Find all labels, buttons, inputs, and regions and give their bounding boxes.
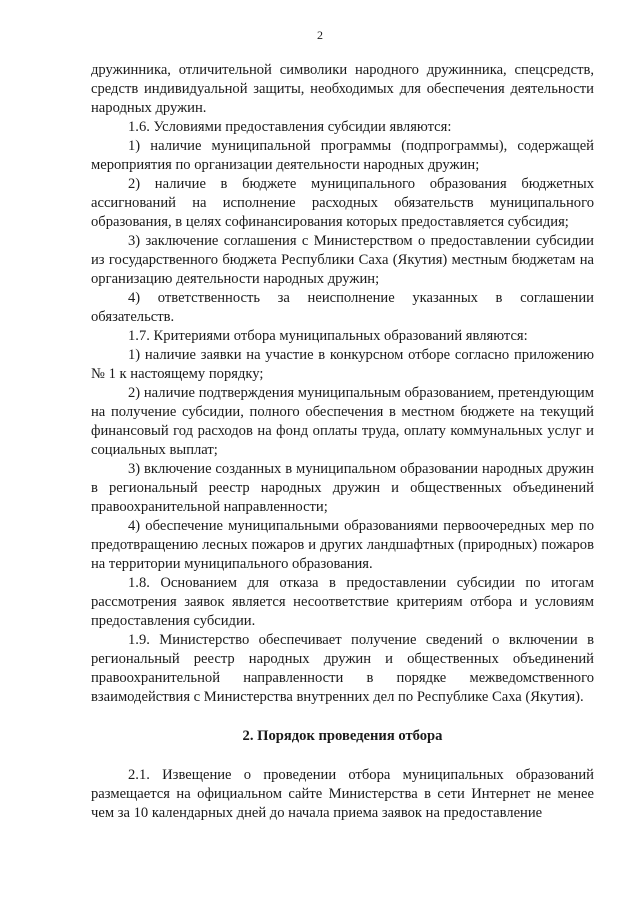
- paragraph-1-6-item-1: 1) наличие муниципальной программы (подпрограммы), содержащей мероприятия по организации деятельности народных дружин;: [91, 138, 594, 173]
- page-number: 2: [317, 28, 323, 42]
- paragraph-1-6-item-4: 4) ответственность за неисполнение указанных в соглашении обязательств.: [91, 290, 594, 325]
- paragraph-1-6: 1.6. Условиями предоставления субсидии являются:: [128, 119, 452, 135]
- paragraph-1-7: 1.7. Критериями отбора муниципальных образований являются:: [128, 328, 528, 344]
- paragraph-1-7-item-2: 2) наличие подтверждения муниципальным образованием, претендующим на получение субсидии, полного обеспечения в местном бюджете на текущий финансовый год расходов на фонд оплаты труда, оплату коммунальных услуг и социальных выплат;: [91, 385, 594, 458]
- paragraph-1-7-item-1: 1) наличие заявки на участие в конкурсном отборе согласно приложению № 1 к настоящему порядку;: [91, 347, 594, 382]
- paragraph-1-8: 1.8. Основанием для отказа в предоставлении субсидии по итогам рассмотрения заявок является несоответствие критериям отбора и условиям предоставления субсидии.: [91, 575, 594, 629]
- paragraph-1-6-item-2: 2) наличие в бюджете муниципального образования бюджетных ассигнований на исполнение расходных обязательств муниципального образования, в целях софинансирования которых предоставляется субсидия;: [91, 176, 594, 230]
- paragraph-continuation: дружинника, отличительной символики народного дружинника, спецсредств, средств индивидуальной защиты, необходимых для обеспечения деятельности народных дружин.: [91, 62, 594, 116]
- paragraph-1-7-item-3: 3) включение созданных в муниципальном образовании народных дружин в региональный реестр народных дружин и общественных объединений правоохранительной направленности;: [91, 461, 594, 515]
- paragraph-2-1: 2.1. Извещение о проведении отбора муниципальных образований размещается на официальном сайте Министерства в сети Интернет не менее чем за 10 календарных дней до начала приема заявок на предоставление: [91, 767, 594, 821]
- paragraph-1-7-item-4: 4) обеспечение муниципальными образованиями первоочередных мер по предотвращению лесных пожаров и других ландшафтных (природных) пожаров на территории муниципального образования.: [91, 518, 594, 572]
- paragraph-1-9: 1.9. Министерство обеспечивает получение сведений о включении в региональный реестр народных дружин и общественных объединений правоохранительной направленности в порядке межведомственного взаимодействия с Министерства внутренних дел по Республике Саха (Якутия).: [91, 632, 594, 705]
- document-body: [91, 61, 594, 823]
- section-heading: 2. Порядок проведения отбора: [242, 728, 443, 744]
- paragraph-1-6-item-3: 3) заключение соглашения с Министерством о предоставлении субсидии из государственного бюджета Республики Саха (Якутия) местным бюджетам на организацию деятельности народных дружин;: [91, 233, 594, 287]
